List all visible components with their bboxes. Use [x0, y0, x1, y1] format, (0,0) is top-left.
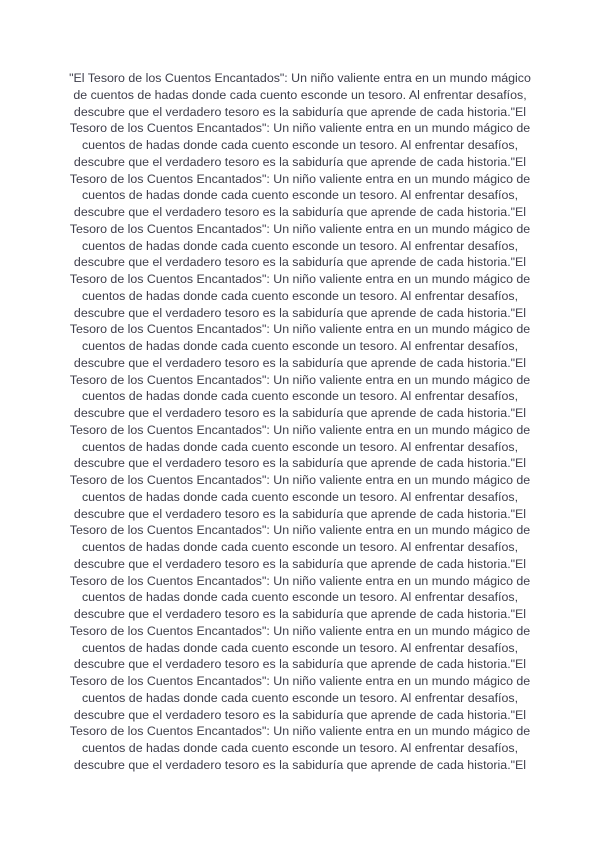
text-line: descubre que el verdadero tesoro es la sabiduría que aprende de cada historia."El: [73, 757, 527, 772]
text-line: cuentos de hadas donde cada cuento esconde un tesoro. Al enfrentar desafíos,: [81, 489, 519, 504]
text-line: cuentos de hadas donde cada cuento esconde un tesoro. Al enfrentar desafíos,: [81, 590, 519, 605]
text-line: Tesoro de los Cuentos Encantados": Un niño valiente entra en un mundo mágico de: [69, 523, 531, 538]
text-line: Tesoro de los Cuentos Encantados": Un niño valiente entra en un mundo mágico de: [69, 322, 531, 337]
text-line: Tesoro de los Cuentos Encantados": Un niño valiente entra en un mundo mágico de: [69, 422, 531, 437]
text-line: descubre que el verdadero tesoro es la sabiduría que aprende de cada historia."El: [73, 607, 527, 621]
text-line: cuentos de hadas donde cada cuento esconde un tesoro. Al enfrentar desafíos,: [81, 188, 519, 203]
text-line: cuentos de hadas donde cada cuento esconde un tesoro. Al enfrentar desafíos,: [81, 339, 519, 353]
text-line: descubre que el verdadero tesoro es la sabiduría que aprende de cada historia."El: [73, 104, 527, 119]
story-paragraph: [50, 70, 550, 774]
text-line: cuentos de hadas donde cada cuento esconde un tesoro. Al enfrentar desafíos,: [81, 640, 519, 655]
text-line: descubre que el verdadero tesoro es la sabiduría que aprende de cada historia."El: [73, 406, 527, 420]
text-line: descubre que el verdadero tesoro es la sabiduría que aprende de cada historia."El: [73, 707, 527, 722]
text-line: descubre que el verdadero tesoro es la sabiduría que aprende de cada historia."El: [73, 456, 527, 471]
text-line: cuentos de hadas donde cada cuento esconde un tesoro. Al enfrentar desafíos,: [81, 389, 519, 404]
text-line: Tesoro de los Cuentos Encantados": Un niño valiente entra en un mundo mágico de: [69, 674, 531, 688]
text-line: cuentos de hadas donde cada cuento esconde un tesoro. Al enfrentar desafíos,: [81, 439, 519, 454]
text-line: "El Tesoro de los Cuentos Encantados": Un niño valiente entra en un mundo mágico: [69, 71, 531, 85]
text-line: descubre que el verdadero tesoro es la sabiduría que aprende de cada historia."El: [73, 154, 527, 169]
text-line: Tesoro de los Cuentos Encantados": Un niño valiente entra en un mundo mágico de: [69, 272, 531, 286]
text-line: descubre que el verdadero tesoro es la sabiduría que aprende de cada historia."El: [73, 506, 527, 521]
text-line: descubre que el verdadero tesoro es la sabiduría que aprende de cada historia."El: [73, 355, 527, 370]
text-line: descubre que el verdadero tesoro es la sabiduría que aprende de cada historia."El: [73, 255, 527, 270]
text-line: Tesoro de los Cuentos Encantados": Un niño valiente entra en un mundo mágico de: [69, 573, 531, 588]
text-line: Tesoro de los Cuentos Encantados": Un niño valiente entra en un mundo mágico de: [69, 372, 531, 387]
text-line: Tesoro de los Cuentos Encantados": Un niño valiente entra en un mundo mágico de: [69, 473, 531, 487]
text-line: Tesoro de los Cuentos Encantados": Un niño valiente entra en un mundo mágico de: [69, 121, 531, 136]
text-line: cuentos de hadas donde cada cuento esconde un tesoro. Al enfrentar desafíos,: [81, 288, 519, 303]
text-line: descubre que el verdadero tesoro es la sabiduría que aprende de cada historia."El: [73, 657, 527, 672]
text-line: Tesoro de los Cuentos Encantados": Un niño valiente entra en un mundo mágico de: [69, 171, 531, 186]
text-line: Tesoro de los Cuentos Encantados": Un niño valiente entra en un mundo mágico de: [69, 724, 531, 739]
text-line: cuentos de hadas donde cada cuento esconde un tesoro. Al enfrentar desafíos,: [81, 540, 519, 554]
text-line: cuentos de hadas donde cada cuento esconde un tesoro. Al enfrentar desafíos,: [81, 690, 519, 705]
text-line: Tesoro de los Cuentos Encantados": Un niño valiente entra en un mundo mágico de: [69, 221, 531, 236]
text-line: cuentos de hadas donde cada cuento esconde un tesoro. Al enfrentar desafíos,: [81, 238, 519, 253]
text-line: descubre que el verdadero tesoro es la sabiduría que aprende de cada historia."El: [73, 556, 527, 571]
text-line: de cuentos de hadas donde cada cuento esconde un tesoro. Al enfrentar desafíos,: [73, 87, 527, 102]
text-line: cuentos de hadas donde cada cuento esconde un tesoro. Al enfrentar desafíos,: [81, 741, 519, 755]
text-line: cuentos de hadas donde cada cuento esconde un tesoro. Al enfrentar desafíos,: [81, 138, 519, 152]
text-line: Tesoro de los Cuentos Encantados": Un niño valiente entra en un mundo mágico de: [69, 623, 531, 638]
text-line: descubre que el verdadero tesoro es la sabiduría que aprende de cada historia."El: [73, 205, 527, 219]
text-line: descubre que el verdadero tesoro es la sabiduría que aprende de cada historia."El: [73, 305, 527, 320]
